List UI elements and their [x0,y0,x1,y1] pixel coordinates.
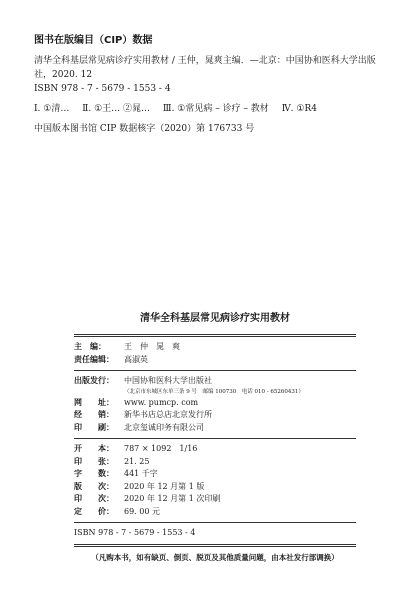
info-label: 主 编： [74,342,106,351]
cip-class-item: Ⅱ. ①王… ②晁… [82,104,151,114]
book-isbn: ISBN 978 - 7 - 5679 - 1553 - 4 [74,528,196,537]
info-label: 出版发行： [74,376,114,385]
info-value: 北京玺诚印务有限公司 [124,422,204,432]
info-value: 新华书店总店北京发行所 [124,410,212,419]
info-value: 中国协和医科大学出版社 [124,376,212,385]
info-label: 印 刷： [74,422,114,432]
info-value: 2020 年 12 月第 1 版 [124,481,205,491]
info-value: 441 千字 [124,469,158,478]
publisher-block [74,371,356,438]
info-row [74,409,356,422]
info-value: 2020 年 12 月第 1 次印刷 [124,494,221,503]
info-value: 王 仲 晁 爽 [124,342,180,351]
cip-library-record: 中国版本图书馆 CIP 数据核字（2020）第 176733 号 [34,124,255,134]
quality-notice: （凡购本书，如有缺页、倒页、脱页及其他质量问题，由本社发行部调换） [91,553,339,562]
info-label: 版 次： [74,481,114,491]
info-label: 网 址： [74,397,114,407]
info-value: www. pumcp. com [124,397,199,407]
info-row [74,506,356,519]
info-label: 字 数： [74,469,114,478]
info-row [74,481,356,494]
info-value: 787 × 1092 1/16 [124,444,198,453]
cip-class-item: Ⅳ. ①R4 [281,104,317,114]
info-label: 开 本： [74,444,114,453]
publisher-address: （北京市东城区东单三条 9 号 邮编 100730 电话 010 - 65260431） [124,388,304,395]
book-info-section [74,312,356,564]
cip-section [34,34,390,136]
info-value: 69. 00 元 [124,506,160,516]
info-row [74,456,356,469]
info-row [74,493,356,506]
cip-class-item: Ⅲ. ①常见病 – 诊疗 – 教材 [162,104,269,114]
book-title: 清华全科基层常见病诊疗实用教材 [140,313,290,324]
info-label: 责任编辑： [74,354,114,364]
cip-heading: 图书在版编目（CIP）数据 [34,35,153,46]
info-row [74,422,356,435]
info-label: 印 张： [74,456,114,466]
cip-isbn: ISBN 978 - 7 - 5679 - 1553 - 4 [34,84,171,94]
specs-block [74,439,356,522]
info-row [74,468,356,481]
info-value: 21. 25 [124,456,150,466]
cip-record-line-1: 清华全科基层常见病诊疗实用教材 / 王仲，晁爽主编．—北京：中国协和医科大学出版 [34,56,376,66]
cip-class-item: Ⅰ. ①清… [34,104,70,114]
info-label: 经 销： [74,410,114,419]
cip-classification [34,102,390,116]
editors-block [74,337,356,370]
info-row [74,375,356,388]
cip-record-line-2: 社，2020. 12 [34,70,93,80]
info-row [74,443,356,456]
info-label: 印 次： [74,494,114,503]
info-row [74,341,356,354]
info-row [74,397,356,410]
info-label: 定 价： [74,506,114,516]
info-value: 高淑英 [124,354,148,364]
info-row [74,354,356,367]
